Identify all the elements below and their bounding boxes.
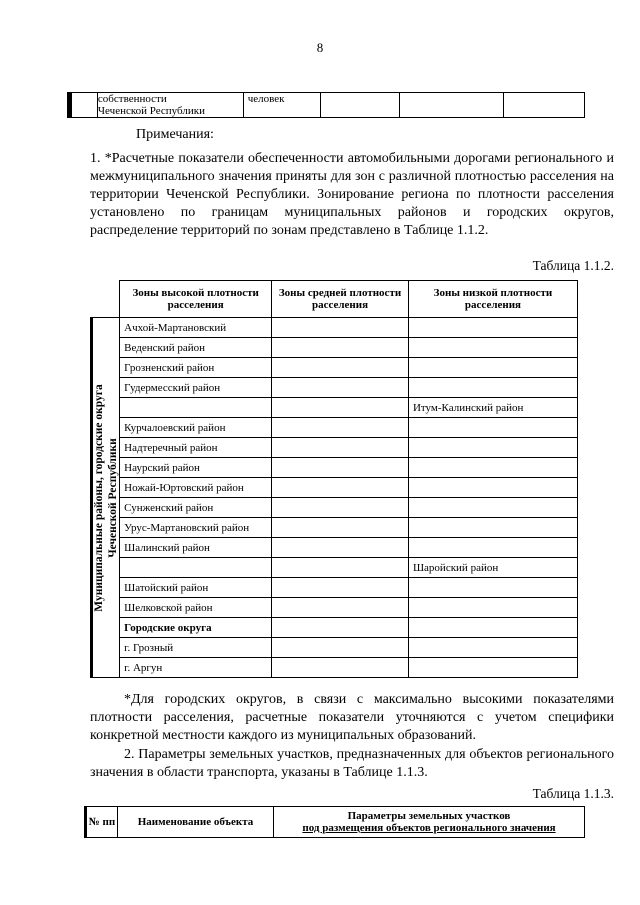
note-1: 1. *Расчетные показатели обеспеченности автомобильными дорогами регионального и межмуниципального значения приняты для зон с различной плотностью расселения на территории Чеченской Республики. Зонирование региона по плотности расселения установлено по границам муниципальных районов и городских округов, распределение территорий по зонам представлено в Таблице 1.1.2. <box>90 151 614 238</box>
table-row <box>92 418 578 438</box>
header-line: под размещения объектов регионального значения <box>302 822 556 834</box>
cell-low <box>408 378 577 398</box>
cell-high: Ачхой-Мартановский <box>120 318 272 338</box>
cell-line: собственности <box>97 93 167 105</box>
cell-mid <box>272 658 409 678</box>
side-label-line: Муниципальные районы, городские округа <box>93 383 106 612</box>
top-table-fragment <box>67 92 585 118</box>
cell-low <box>408 538 577 558</box>
cell-low <box>408 358 577 378</box>
cell-mid <box>272 598 409 618</box>
cell-high <box>120 558 272 578</box>
header-line: Параметры земельных участков <box>347 810 511 822</box>
cell-mid <box>272 498 409 518</box>
table-cell <box>399 93 503 118</box>
item-2: 2. Параметры земельных участков, предназначенных для объектов регионального значения в области транспорта, указаны в Таблице 1.1.3. <box>90 747 614 780</box>
unit-cell: человек <box>243 93 321 118</box>
cell-low: Шаройский район <box>408 558 577 578</box>
cell-mid <box>272 638 409 658</box>
cell-mid <box>272 398 409 418</box>
header-parameters <box>274 807 585 838</box>
cell-mid <box>272 538 409 558</box>
header-mid: Зоны средней плотности расселения <box>272 281 409 318</box>
cell-low <box>408 338 577 358</box>
cell-high: Урус-Мартановский район <box>120 518 272 538</box>
cell-mid <box>272 518 409 538</box>
cell-low <box>408 618 577 638</box>
side-label-line: Чеченской Республики <box>107 437 120 558</box>
cell-low <box>408 458 577 478</box>
table-row <box>92 458 578 478</box>
table-row <box>92 518 578 538</box>
table-row <box>92 438 578 458</box>
cell-high: Городские округа <box>120 618 272 638</box>
cell-mid <box>272 338 409 358</box>
cell-mid <box>272 378 409 398</box>
table-row <box>92 618 578 638</box>
header-num: № пп <box>86 807 118 838</box>
cell-high: Шатойский район <box>120 578 272 598</box>
table-row <box>92 498 578 518</box>
cell-mid <box>272 578 409 598</box>
cell-high: Грозненский район <box>120 358 272 378</box>
header-low: Зоны низкой плотности расселения <box>408 281 577 318</box>
cell-low <box>408 518 577 538</box>
page-number: 8 <box>316 40 324 55</box>
cell-low <box>408 478 577 498</box>
cell-low: Итум-Калинский район <box>408 398 577 418</box>
zones-table <box>90 280 578 678</box>
cell-mid <box>272 358 409 378</box>
corner-cell <box>92 281 120 318</box>
cell-high: г. Аргун <box>120 658 272 678</box>
cell-high: Ножай-Юртовский район <box>120 478 272 498</box>
table-row <box>92 398 578 418</box>
table-cell <box>70 93 98 118</box>
cell-high: Веденский район <box>120 338 272 358</box>
cell-high: г. Грозный <box>120 638 272 658</box>
cell-low <box>408 658 577 678</box>
cell-line: Чеченской Республики <box>97 105 205 117</box>
cell-low <box>408 638 577 658</box>
cell-high: Шалинский район <box>120 538 272 558</box>
cell-high: Наурский район <box>120 458 272 478</box>
cell-low <box>408 438 577 458</box>
cell-high <box>120 398 272 418</box>
table2-caption: Таблица 1.1.2. <box>532 258 614 273</box>
header-high: Зоны высокой плотности расселения <box>120 281 272 318</box>
footnote: *Для городских округов, в связи с максимально высокими показателями плотности расселения, расчетные показатели уточняются с учетом специфики конкретной местности каждого из муниципальных образований. <box>90 692 614 743</box>
table-row <box>92 338 578 358</box>
table-row <box>92 558 578 578</box>
table-row <box>92 318 578 338</box>
cell-high: Курчалоевский район <box>120 418 272 438</box>
table-row <box>92 358 578 378</box>
params-table <box>84 806 585 838</box>
cell-mid <box>272 318 409 338</box>
table3-caption: Таблица 1.1.3. <box>532 786 614 801</box>
cell-low <box>408 318 577 338</box>
cell-low <box>408 578 577 598</box>
table-row <box>92 638 578 658</box>
table-row <box>92 378 578 398</box>
header-object-name: Наименование объекта <box>118 807 274 838</box>
cell-high: Гудермесский район <box>120 378 272 398</box>
cell-mid <box>272 618 409 638</box>
table-row <box>92 538 578 558</box>
cell-mid <box>272 418 409 438</box>
cell-mid <box>272 458 409 478</box>
cell-mid <box>272 478 409 498</box>
cell-high: Шелковской район <box>120 598 272 618</box>
cell-high: Сунженский район <box>120 498 272 518</box>
table-row <box>92 598 578 618</box>
cell-low <box>408 498 577 518</box>
table-cell <box>321 93 400 118</box>
cell-low <box>408 598 577 618</box>
cell-mid <box>272 438 409 458</box>
table-cell <box>504 93 585 118</box>
table-row <box>92 478 578 498</box>
side-label <box>92 384 120 611</box>
cell-mid <box>272 558 409 578</box>
side-label-cell <box>92 318 120 678</box>
notes-heading: Примечания: <box>136 127 214 142</box>
table-row <box>92 658 578 678</box>
table-cell <box>97 93 243 118</box>
cell-high: Надтеречный район <box>120 438 272 458</box>
cell-low <box>408 418 577 438</box>
table-row <box>92 578 578 598</box>
